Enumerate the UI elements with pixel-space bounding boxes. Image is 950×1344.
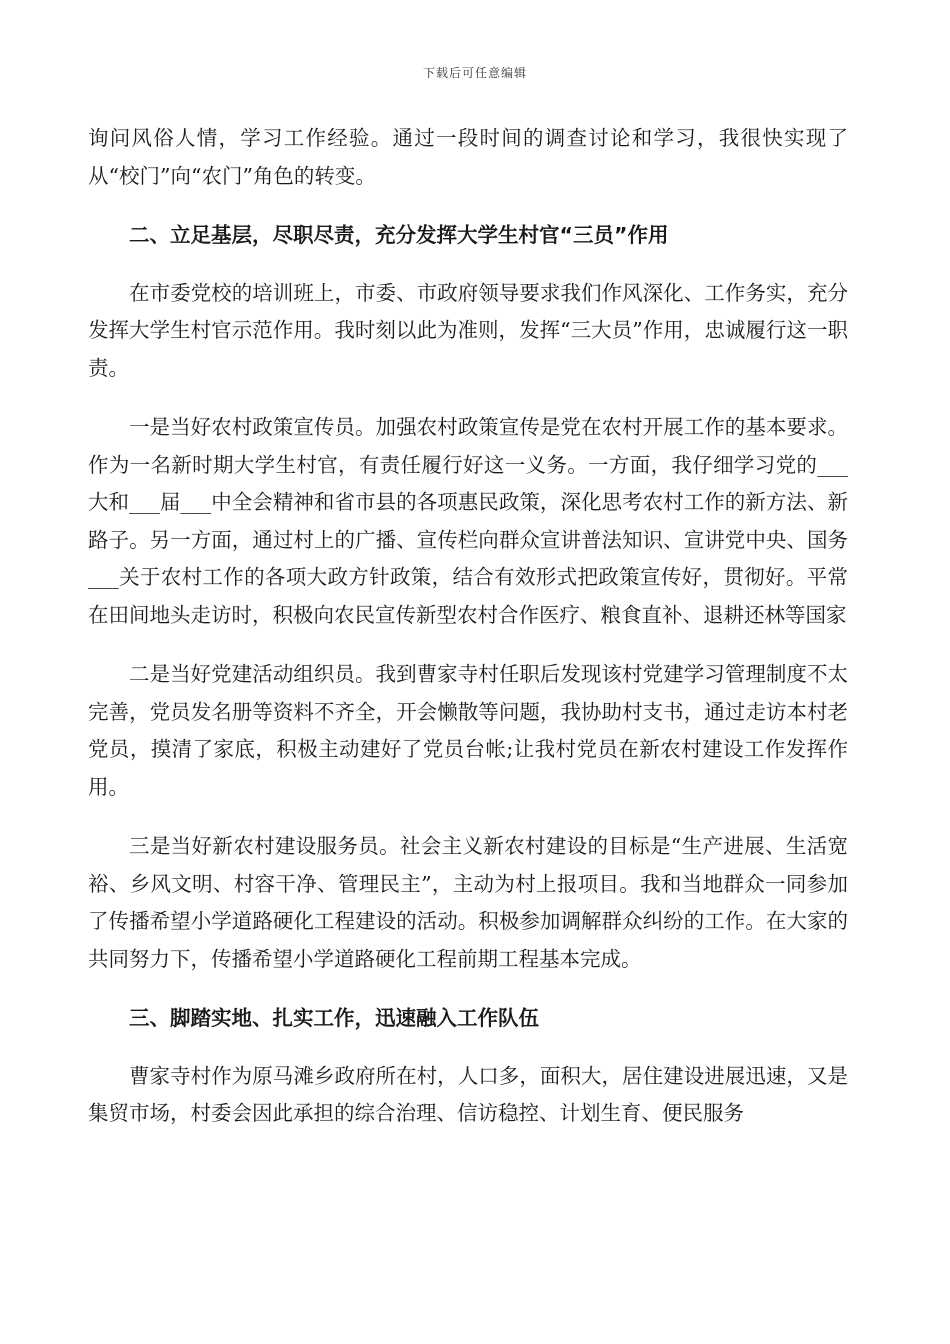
section-heading-2: 二、立足基层，尽职尽责，充分发挥大学生村官“三员”作用	[129, 223, 669, 247]
page-header-note: 下载后可任意编辑	[422, 66, 527, 80]
section-heading-3: 三、脚踏实地、扎实工作，迅速融入工作队伍	[129, 1006, 539, 1030]
paragraph-policy-publicist: 一是当好农村政策宣传员。加强农村政策宣传是党在农村开展工作的基本要求。作为一名新时期大学生村官，有责任履行好这一义务。一方面，我仔细学习党的___大和___届___中全会精神和省市县的各项惠民政策，深化思考农村工作的新方法、新路子。另一方面，通过村上的广播、宣传栏向群众宣讲普法知识、宣讲党中央、国务___关于农村工作的各项大政方针政策，结合有效形式把政策宣传好，贯彻好。平常在田间地头走访时，积极向农民宣传新型农村合作医疗、粮食直补、退耕还林等国家	[88, 415, 848, 627]
paragraph-continuation: 询问风俗人情，学习工作经验。通过一段时间的调查讨论和学习，我很快实现了从“校门”向“农门”角色的转变。	[88, 126, 848, 188]
paragraph-party-organizer: 二是当好党建活动组织员。我到曹家寺村任职后发现该村党建学习管理制度不太完善，党员发名册等资料不齐全，开会懒散等问题，我协助村支书，通过走访本村老党员，摸清了家底，积极主动建好了党员台帐;让我村党员在新农村建设工作发挥作用。	[88, 662, 848, 799]
document-body	[88, 120, 848, 1133]
paragraph-caojiasi-village: 曹家寺村作为原马滩乡政府所在村，人口多，面积大，居住建设进展迅速，又是集贸市场，村委会因此承担的综合治理、信访稳控、计划生育、便民服务	[88, 1063, 848, 1125]
paragraph-rural-service: 三是当好新农村建设服务员。社会主义新农村建设的目标是“生产进展、生活宽裕、乡风文明、村容干净、管理民主”，主动为村上报项目。我和当地群众一同参加了传播希望小学道路硬化工程建设的活动。积极参加调解群众纠纷的工作。在大家的共同努力下，传播希望小学道路硬化工程前期工程基本完成。	[88, 834, 848, 971]
paragraph-training: 在市委党校的培训班上，市委、市政府领导要求我们作风深化、工作务实，充分发挥大学生村官示范作用。我时刻以此为准则，发挥“三大员”作用，忠诚履行这一职责。	[88, 280, 848, 380]
